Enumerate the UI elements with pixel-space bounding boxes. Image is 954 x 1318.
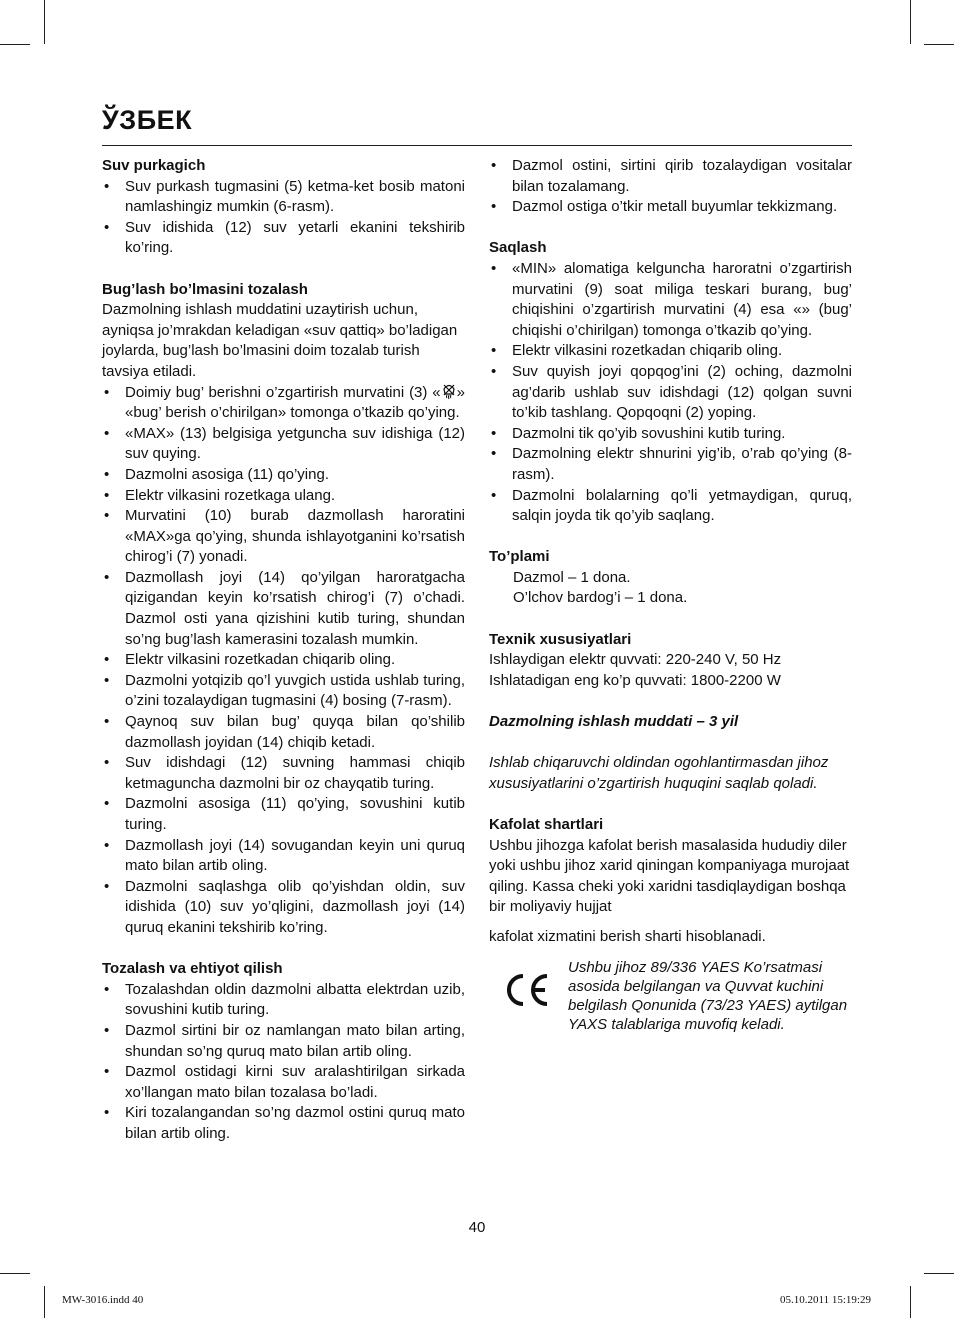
list-item: • Qaynoq suv bilan bug’ quyqa bilan qo’shilib dazmollash joyidan (14) chiqib ketadi.	[102, 712, 465, 753]
section-heading-sprayer: Suv purkagich	[102, 157, 206, 174]
list-item: • Kiri tozalangandan so’ng dazmol ostini quruq mato bilan artib oling.	[102, 1103, 465, 1144]
list-item: • Dazmolning elektr shnurini yig’ib, o’rab qo’ying (8-rasm).	[489, 444, 852, 485]
list-item: • Elektr vilkasini rozetkadan chiqarib oling.	[489, 341, 852, 362]
list-item: • «MAX» (13) belgisiga yetguncha suv idishiga (12) suv quying.	[102, 424, 465, 465]
crop-mark	[910, 0, 911, 44]
list-item: • Elektr vilkasini rozetkadan chiqarib oling.	[102, 650, 465, 671]
list-item: • Suv idishida (12) suv yetarli ekanini tekshirib ko’ring.	[102, 218, 465, 259]
steam-off-icon	[441, 383, 457, 401]
spec-line: Ishlaydigan elektr quvvati: 220-240 V, 50 Hz	[489, 651, 782, 669]
section-heading-cleaning-care: Tozalash va ehtiyot qilish	[102, 960, 283, 978]
crop-mark	[924, 1273, 954, 1274]
section-heading-steam-cleaning: Bug’lash bo’lmasini tozalash	[102, 280, 308, 298]
spec-line: Ishlatadigan eng ko’p quvvati: 1800-2200 W	[489, 671, 781, 689]
list-item: • Dazmolni asosiga (11) qo’ying, sovushini kutib turing.	[102, 794, 465, 835]
page-title: ЎЗБЕК	[102, 105, 193, 135]
crop-mark	[910, 1286, 911, 1318]
list-item: • Dazmol sirtini bir oz namlangan mato bilan arting, shundan so’ng quruq mato bilan artib oling.	[102, 1021, 465, 1062]
section-heading-warranty: Kafolat shartlari	[489, 816, 604, 833]
list-item: • «MIN» alomatiga kelguncha haroratni o’zgartirish murvatini (9) soat miliga teskari burang, bug’ chiqishini o’zgartirish murvatini (4) esa «» (bug’ chiqishi o’chirilgan) tomonga o’tkazib qo’ying.	[489, 259, 852, 341]
kit-line: O’lchov bardog’i – 1 dona.	[513, 589, 688, 607]
list-item	[102, 383, 465, 424]
list-item: • Dazmollash joyi (14) qo’yilgan haroratgacha qizigandan keyin ko’rsatish chirog’i (7) o’chadi. Dazmol osti yana qizishini kutib turing, shundan so’ng bug’lash kamerasini tozalash mumkin.	[102, 568, 465, 650]
kit-line: Dazmol – 1 dona.	[513, 568, 631, 586]
crop-mark	[44, 0, 45, 44]
list-item: • Dazmolni tik qo’yib sovushini kutib turing.	[489, 424, 852, 445]
section-heading-storage: Saqlash	[489, 239, 547, 257]
list-item-text: » «bug’ berish o’chirilgan» tomonga o’tkazib qo’ying.	[125, 383, 465, 422]
list-item: • Murvatini (10) burab dazmollash haroratini «MAX»ga qo’ying, shunda ishlayotganini ko’rsatish chirog’i (7) yonadi.	[102, 506, 465, 568]
service-life: Dazmolning ishlash muddati – 3 yil	[489, 713, 739, 731]
manufacturer-notice: Ishlab chiqaruvchi oldindan ogohlantirmasdan jihoz xususiyatlarini o’zgartirish huquqini saqlab qoladi.	[489, 754, 829, 792]
list-item: • Suv idishdagi (12) suvning hammasi chiqib ketmaguncha dazmolni bir oz chayqatib turing.	[102, 753, 465, 794]
list-item: • Dazmolni yotqizib qo’l yuvgich ustida ushlab turing, o’zini tozalaydigan tugmasini (4) bosing (7-rasm).	[102, 671, 465, 712]
list-item: • Dazmol ostini, sirtini qirib tozalaydigan vositalar bilan tozalamang.	[489, 156, 852, 197]
section-heading-kit: To’plami	[489, 548, 550, 566]
right-column	[489, 156, 852, 1058]
footer-timestamp: 05.10.2011 15:19:29	[780, 1294, 871, 1306]
list-item: • Suv purkash tugmasini (5) ketma-ket bosib matoni namlashingiz mumkin (6-rasm).	[102, 177, 465, 218]
list-item: • Elektr vilkasini rozetkaga ulang.	[102, 486, 465, 507]
list-item-text: Doimiy bug’ berishni o’zgartirish murvatini (3) «	[125, 383, 441, 401]
sprayer-list	[102, 177, 465, 259]
list-item: • Dazmolni asosiga (11) qo’ying.	[102, 465, 465, 486]
crop-mark	[44, 1286, 45, 1318]
warranty-text-end: kafolat xizmatini berish sharti hisoblanadi.	[489, 927, 766, 945]
page-number: 40	[468, 1219, 486, 1236]
cleaning-care-list-continued	[489, 156, 852, 218]
warranty-text: Ushbu jihozga kafolat berish masalasida hududiy diler yoki ushbu jihoz xarid qiningan kompaniyaga murojaat qiling. Kassa cheki yoki xaridni tasdiqlaydigan boshqa bir moliyaviy hujjat	[489, 836, 850, 916]
list-item: • Dazmol ostidagi kirni suv aralashtirilgan sirkada xo’llangan mato bilan tozalasa bo’ladi.	[102, 1062, 465, 1103]
ce-mark-icon	[503, 970, 551, 1010]
cleaning-care-list	[102, 980, 465, 1145]
left-column	[102, 156, 465, 1145]
list-item: • Dazmol ostiga o’tkir metall buyumlar tekkizmang.	[489, 197, 852, 218]
section-heading-specs: Texnik xususiyatlari	[489, 630, 632, 648]
list-item: • Dazmollash joyi (14) sovugandan keyin uni quruq mato bilan artib oling.	[102, 836, 465, 877]
crop-mark	[0, 1273, 30, 1274]
steam-cleaning-list	[102, 383, 465, 939]
ce-compliance-text: Ushbu jihoz 89/336 YAES Ko’rsatmasi asosida belgilangan va Quvvat kuchini belgilash Qonunida (73/23 YAES) aytilgan YAXS talablariga muvofiq keladi.	[568, 958, 848, 1033]
title-rule	[102, 145, 852, 146]
crop-mark	[924, 44, 954, 45]
crop-mark	[0, 44, 30, 45]
ce-compliance-block	[489, 958, 852, 1058]
storage-list	[489, 259, 852, 527]
list-item: • Dazmolni saqlashga olib qo’yishdan oldin, suv idishida (10) suv yo’qligini, dazmollash joyi (14) quruq ekanini tekshirib ko’ring.	[102, 877, 465, 939]
footer-file-info: MW-3016.indd 40	[62, 1294, 144, 1306]
list-item: • Dazmolni bolalarning qo’li yetmaydigan, quruq, salqin joyda tik qo’yib saqlang.	[489, 486, 852, 527]
list-item: • Tozalashdan oldin dazmolni albatta elektrdan uzib, sovushini kutib turing.	[102, 980, 465, 1021]
steam-cleaning-intro: Dazmolning ishlash muddatini uzaytirish uchun, ayniqsa jo’mrakdan keladigan «suv qattiq» bo’ladigan joylarda, bug’lash bo’lmasini doim tozalab turish tavsiya etiladi.	[102, 301, 458, 380]
list-item: • Suv quyish joyi qopqog’ini (2) oching, dazmolni ag’darib ushlab suv idishdagi (12) qolgan suvni to’kib tashlang. Qopqoqni (2) yoping.	[489, 362, 852, 424]
